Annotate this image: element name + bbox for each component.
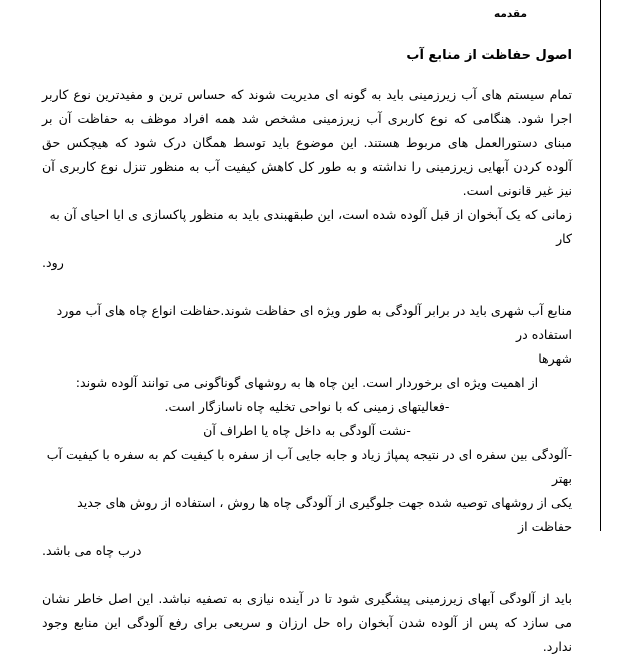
document-header-title: مقدمه [494, 8, 527, 20]
paragraph-5-line-2: درب چاه می باشد. [42, 543, 142, 558]
paragraph-spacer-1 [42, 275, 572, 299]
paragraph-5-line-1: یکی از روشهای توصیه شده جهت جلوگیری از آلودگی چاه ها روش ، استفاده از روش های جدید حفاظت از [77, 495, 572, 534]
bullet-item-1: -فعالیتهای زمینی که با نواحی تخلیه چاه ناسازگار است. [164, 399, 450, 414]
paragraph-4-line-1: از اهمیت ویژه ای برخوردار است. این چاه ها به روشهای گوناگونی می توانند آلوده شوند: [75, 375, 539, 390]
page-right-rule [600, 0, 601, 531]
paragraph-spacer-2 [42, 563, 572, 587]
paragraph-3-line-2: شهرها [538, 351, 572, 366]
document-body [42, 83, 572, 659]
paragraph-1: تمام سیستم های آب زیرزمینی باید به گونه ای مدیریت شوند که حساس ترین و مفیدترین نوع کاربر اجرا شود. هنگامی که نوع کاربری آب زیرزمینی مشخص شد همه افراد موظف به حفاظت آن بر مبنای دستورالعمل های مربوط هستند. این موضوع باید توسط همگان درک شود که هیچکس حق آلوده کردن آبهایی زیرزمینی را نداشته و به طور کل کاهش کیفیت آب به منظور تنزل نوع کاربری آن نیز غیر قانونی است. [42, 87, 572, 198]
bullet-item-3: -آلودگی بین سفره ای در نتیجه پمپاژ زیاد و جابه جایی آب از سفره با کیفیت کم به سفره با کیفیت آب بهتر [46, 447, 572, 486]
paragraph-2-line-2: رود. [42, 255, 64, 270]
paragraph-3-line-1: منابع آب شهری باید در برابر آلودگی به طور ویژه ای حفاظت شوند.حفاظت انواع چاه های آب مورد استفاده در [56, 303, 572, 342]
paragraph-6: باید از آلودگی آبهای زیرزمینی پیشگیری شود تا در آینده نیازی به تصفیه نباشد. این اصل خاطر نشان می سازد که پس از آلوده شدن آبخوان راه حل ارزان و سریعی برای رفع آلودگی این منابع وجود ندارد. [42, 591, 572, 654]
section-heading: اصول حفاظت از منابع آب [406, 48, 572, 63]
bullet-item-2: -نشت آلودگی به داخل چاه یا اطراف آن [203, 423, 411, 438]
paragraph-2-line-1: زمانی که یک آبخوان از قبل آلوده شده است، این طبقهبندی باید به منظور پاکسازی ی ایا احیای آن به کار [49, 207, 572, 246]
